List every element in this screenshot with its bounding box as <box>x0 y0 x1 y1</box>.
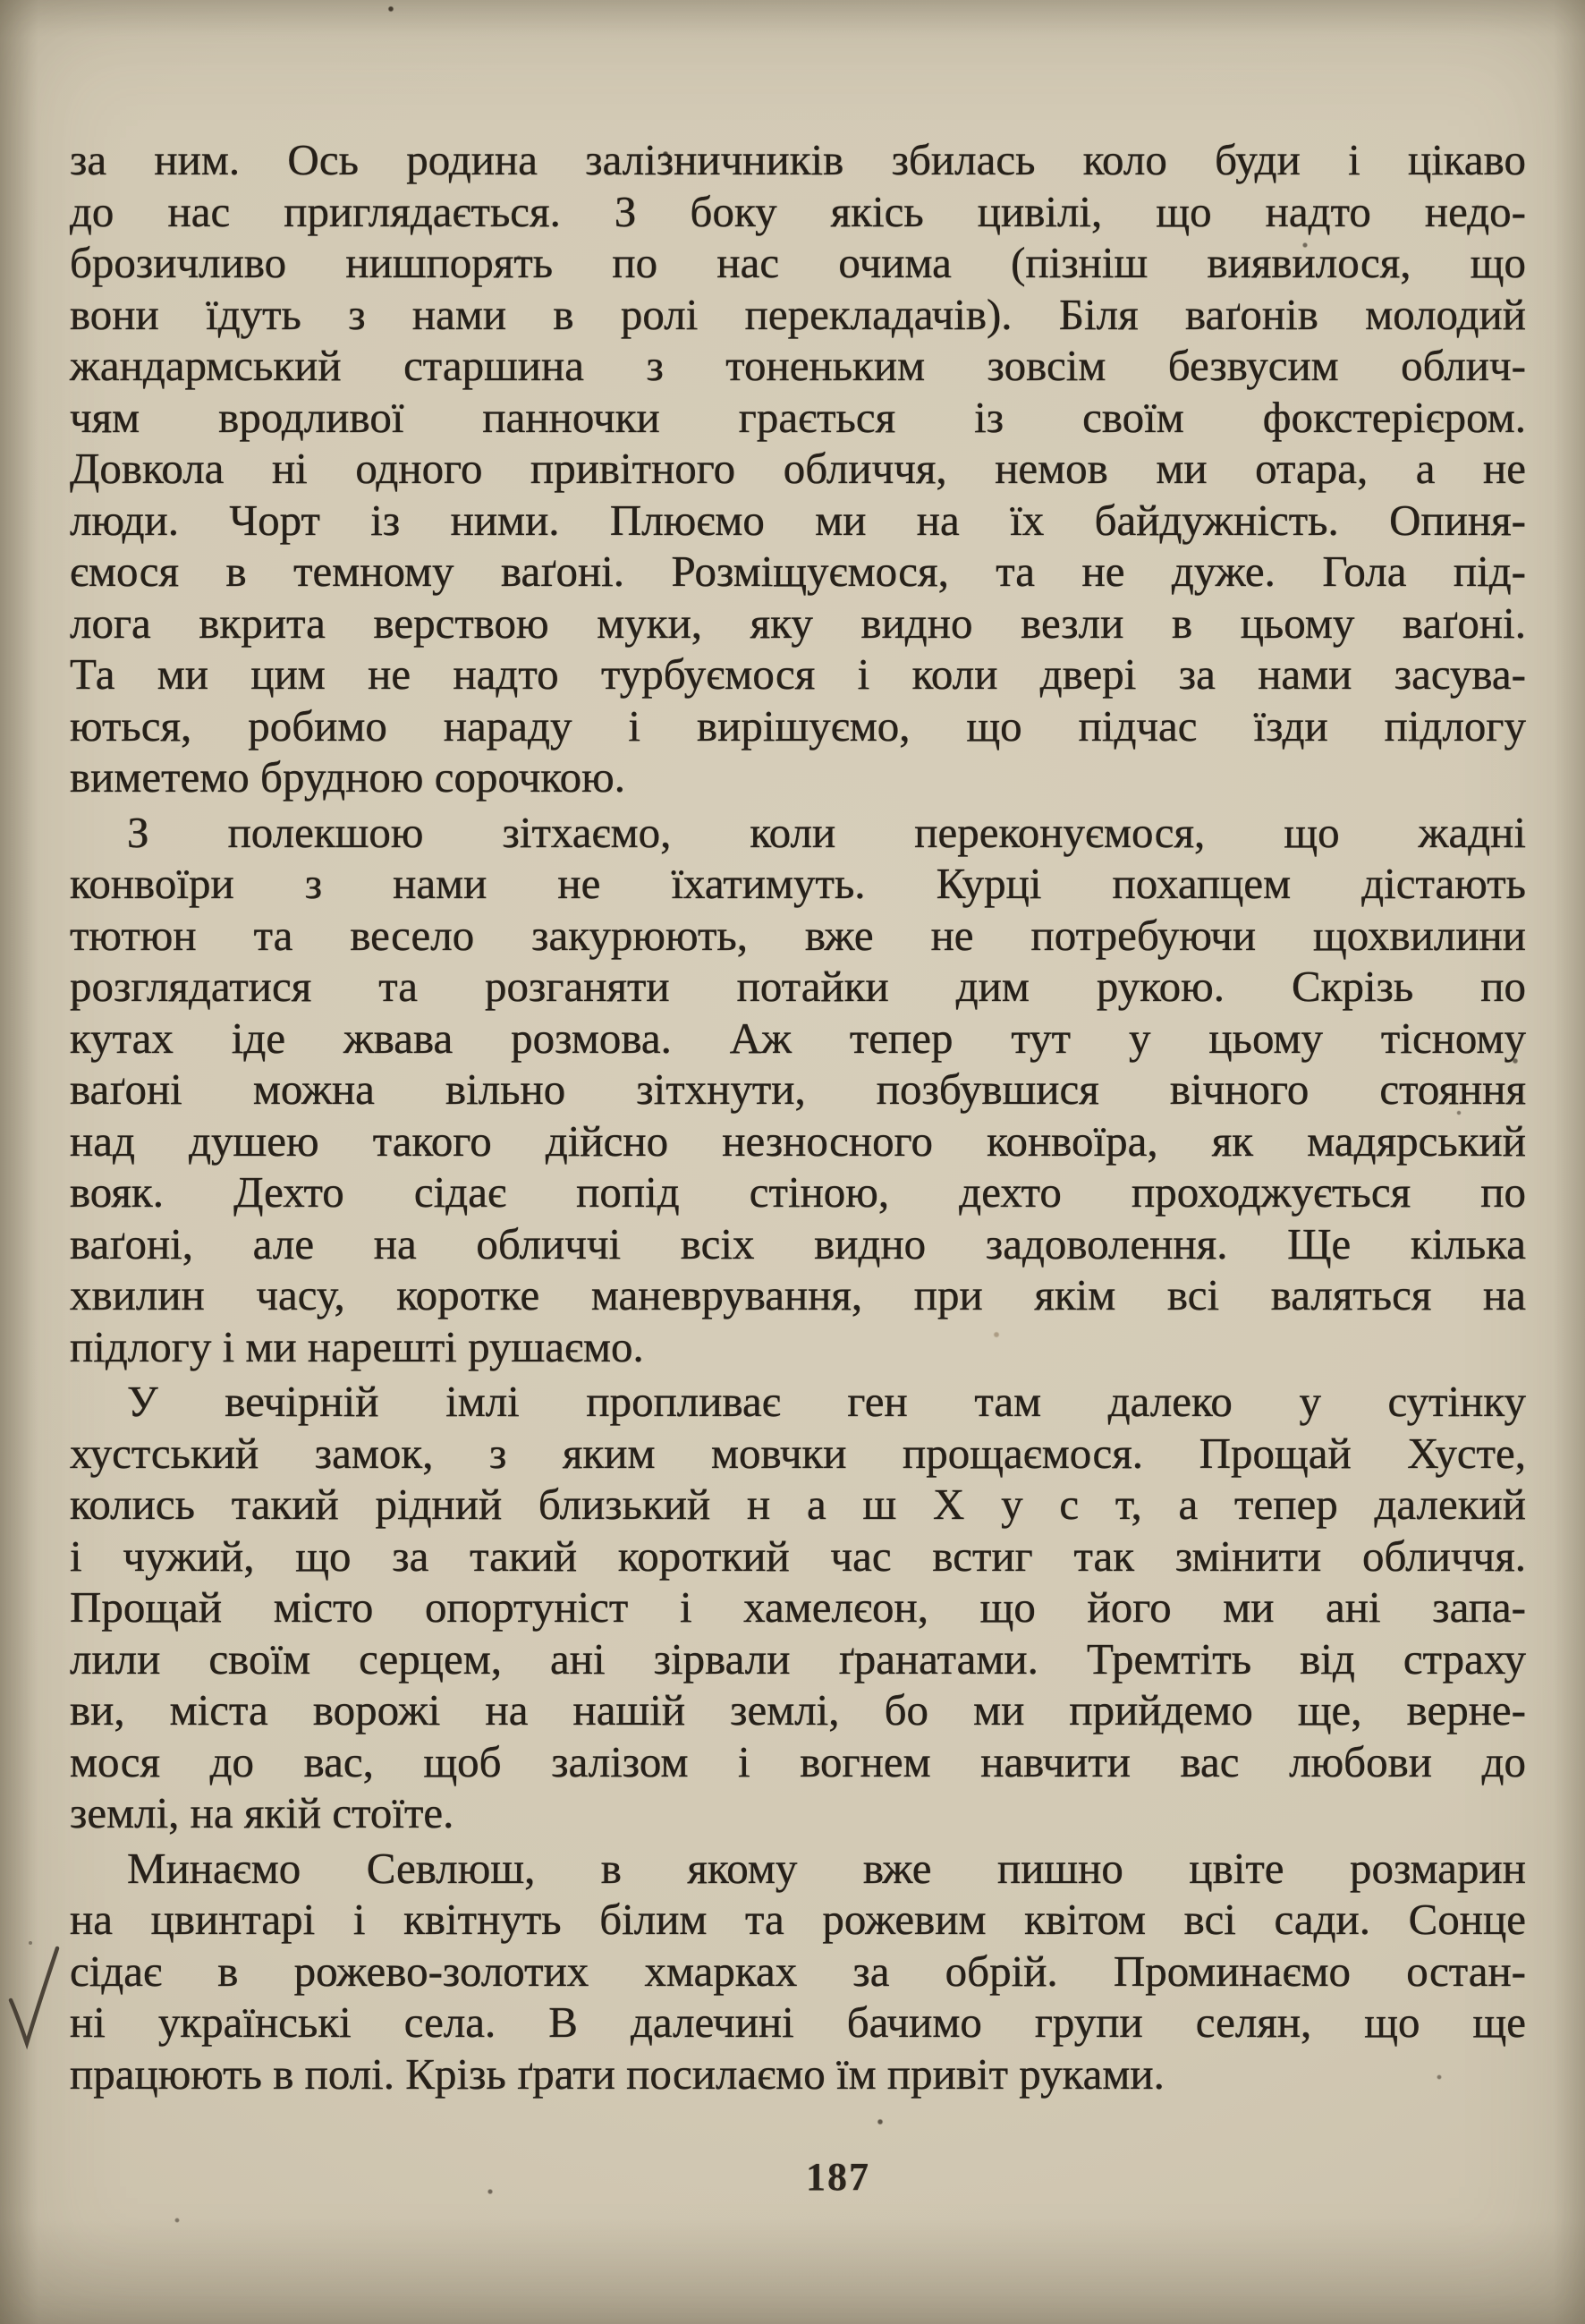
text-line: жандармський старшина з тоненьким зовсім безвусим облич- <box>70 341 1526 390</box>
page-number: 187 <box>806 2155 870 2199</box>
text-line: хустський замок, з яким мовчки прощаємося. Прощай Хусте, <box>70 1428 1526 1478</box>
text-line: сідає в рожево-золотих хмарках за обрій. Проминаємо остан- <box>70 1946 1526 1996</box>
text-line: З полекшою зітхаємо, коли переконуємося, що жадні <box>127 807 1526 857</box>
paragraph <box>70 1376 1526 1839</box>
text-line: над душею такого дійсно незносного конвоїра, як мадярський <box>70 1115 1526 1166</box>
text-line: Прощай місто опортуніст і хамелєон, що його ми ані запа- <box>70 1582 1526 1632</box>
text-line: ні українські села. В далечині бачимо групи селян, що ще <box>70 1997 1526 2047</box>
text-line: за ним. Ось родина залізничників збилась коло буди і цікаво <box>70 135 1526 184</box>
text-line: ваґоні, але на обличчі всіх видно задоволення. Ще кілька <box>70 1218 1526 1268</box>
text-line: У вечірній імлі пропливає ген там далеко у сутінку <box>127 1377 1526 1426</box>
text-line: Довкола ні одного привітного обличчя, немов ми отара, а не <box>70 444 1526 493</box>
text-line: брозичливо нишпорять по нас очима (пізніш виявилося, що <box>70 238 1526 287</box>
text-line: землі, на якій стоїте. <box>70 1788 454 1837</box>
text-line: тютюн та весело закурюють, вже не потребуючи щохвилини <box>70 910 1526 960</box>
text-line: чям вродливої панночки грається із своїм фокстерієром. <box>70 392 1526 442</box>
margin-checkmark-icon <box>5 1932 68 2057</box>
text-line: колись такий рідний близький н а ш Х у с т, а тепер далекий <box>70 1480 1526 1529</box>
text-line: ваґоні можна вільно зітхнути, позбувшися вічного стояння <box>70 1064 1526 1114</box>
text-line: вояк. Дехто сідає попід стіною, дехто проходжується по <box>70 1167 1526 1217</box>
text-line: кутах іде жвава розмова. Аж тепер тут у цьому тісному <box>70 1013 1526 1063</box>
text-line: люди. Чорт із ними. Плюємо ми на їх байдужність. Опиня- <box>70 495 1526 545</box>
text-line: хвилин часу, коротке маневрування, при якім всі валяться на <box>70 1270 1526 1319</box>
text-line: на цвинтарі і квітнуть білим та рожевим квітом всі сади. Сонце <box>70 1895 1526 1944</box>
paragraph <box>70 1843 1526 2100</box>
text-line: і чужий, що за такий короткий час встиг так змінити обличчя. <box>70 1531 1526 1581</box>
text-line: до нас приглядається. З боку якісь цивілі, що надто недо- <box>70 186 1526 236</box>
text-line: конвоїри з нами не їхатимуть. Курці похапцем дістають <box>70 859 1526 908</box>
paragraph <box>70 134 1526 803</box>
text-line: лога вкрита верствою муки, яку видно везли в цьому ваґоні. <box>70 598 1526 648</box>
paragraph <box>70 807 1526 1373</box>
text-line: ємося в темному ваґоні. Розміщуємося, та не дуже. Гола під- <box>70 547 1526 596</box>
text-line: виметемо брудною сорочкою. <box>70 752 626 802</box>
text-line: лили своїм серцем, ані зірвали ґранатами. Тремтіть від страху <box>70 1633 1526 1684</box>
text-line: мося до вас, щоб залізом і вогнем навчити вас любови до <box>70 1736 1526 1786</box>
text-line: підлогу і ми нарешті рушаємо. <box>70 1321 644 1371</box>
text-line: вони їдуть з нами в ролі перекладачів). Біля ваґонів молодий <box>70 289 1526 339</box>
text-line: Минаємо Севлюш, в якому вже пишно цвіте розмарин <box>127 1843 1526 1893</box>
text-line: Та ми цим не надто турбуємося і коли двері за нами засува- <box>70 649 1526 699</box>
text-line: ви, міста ворожі на нашій землі, бо ми прийдемо ще, верне- <box>70 1685 1526 1735</box>
page-text <box>70 134 1526 2099</box>
text-line: ються, робимо нараду і вирішуємо, що підчас їзди підлогу <box>70 700 1526 751</box>
text-line: розглядатися та розганяти потайки дим рукою. Скрізь по <box>70 962 1526 1011</box>
text-line: працюють в полі. Крізь ґрати посилаємо їм привіт руками. <box>70 2048 1165 2099</box>
